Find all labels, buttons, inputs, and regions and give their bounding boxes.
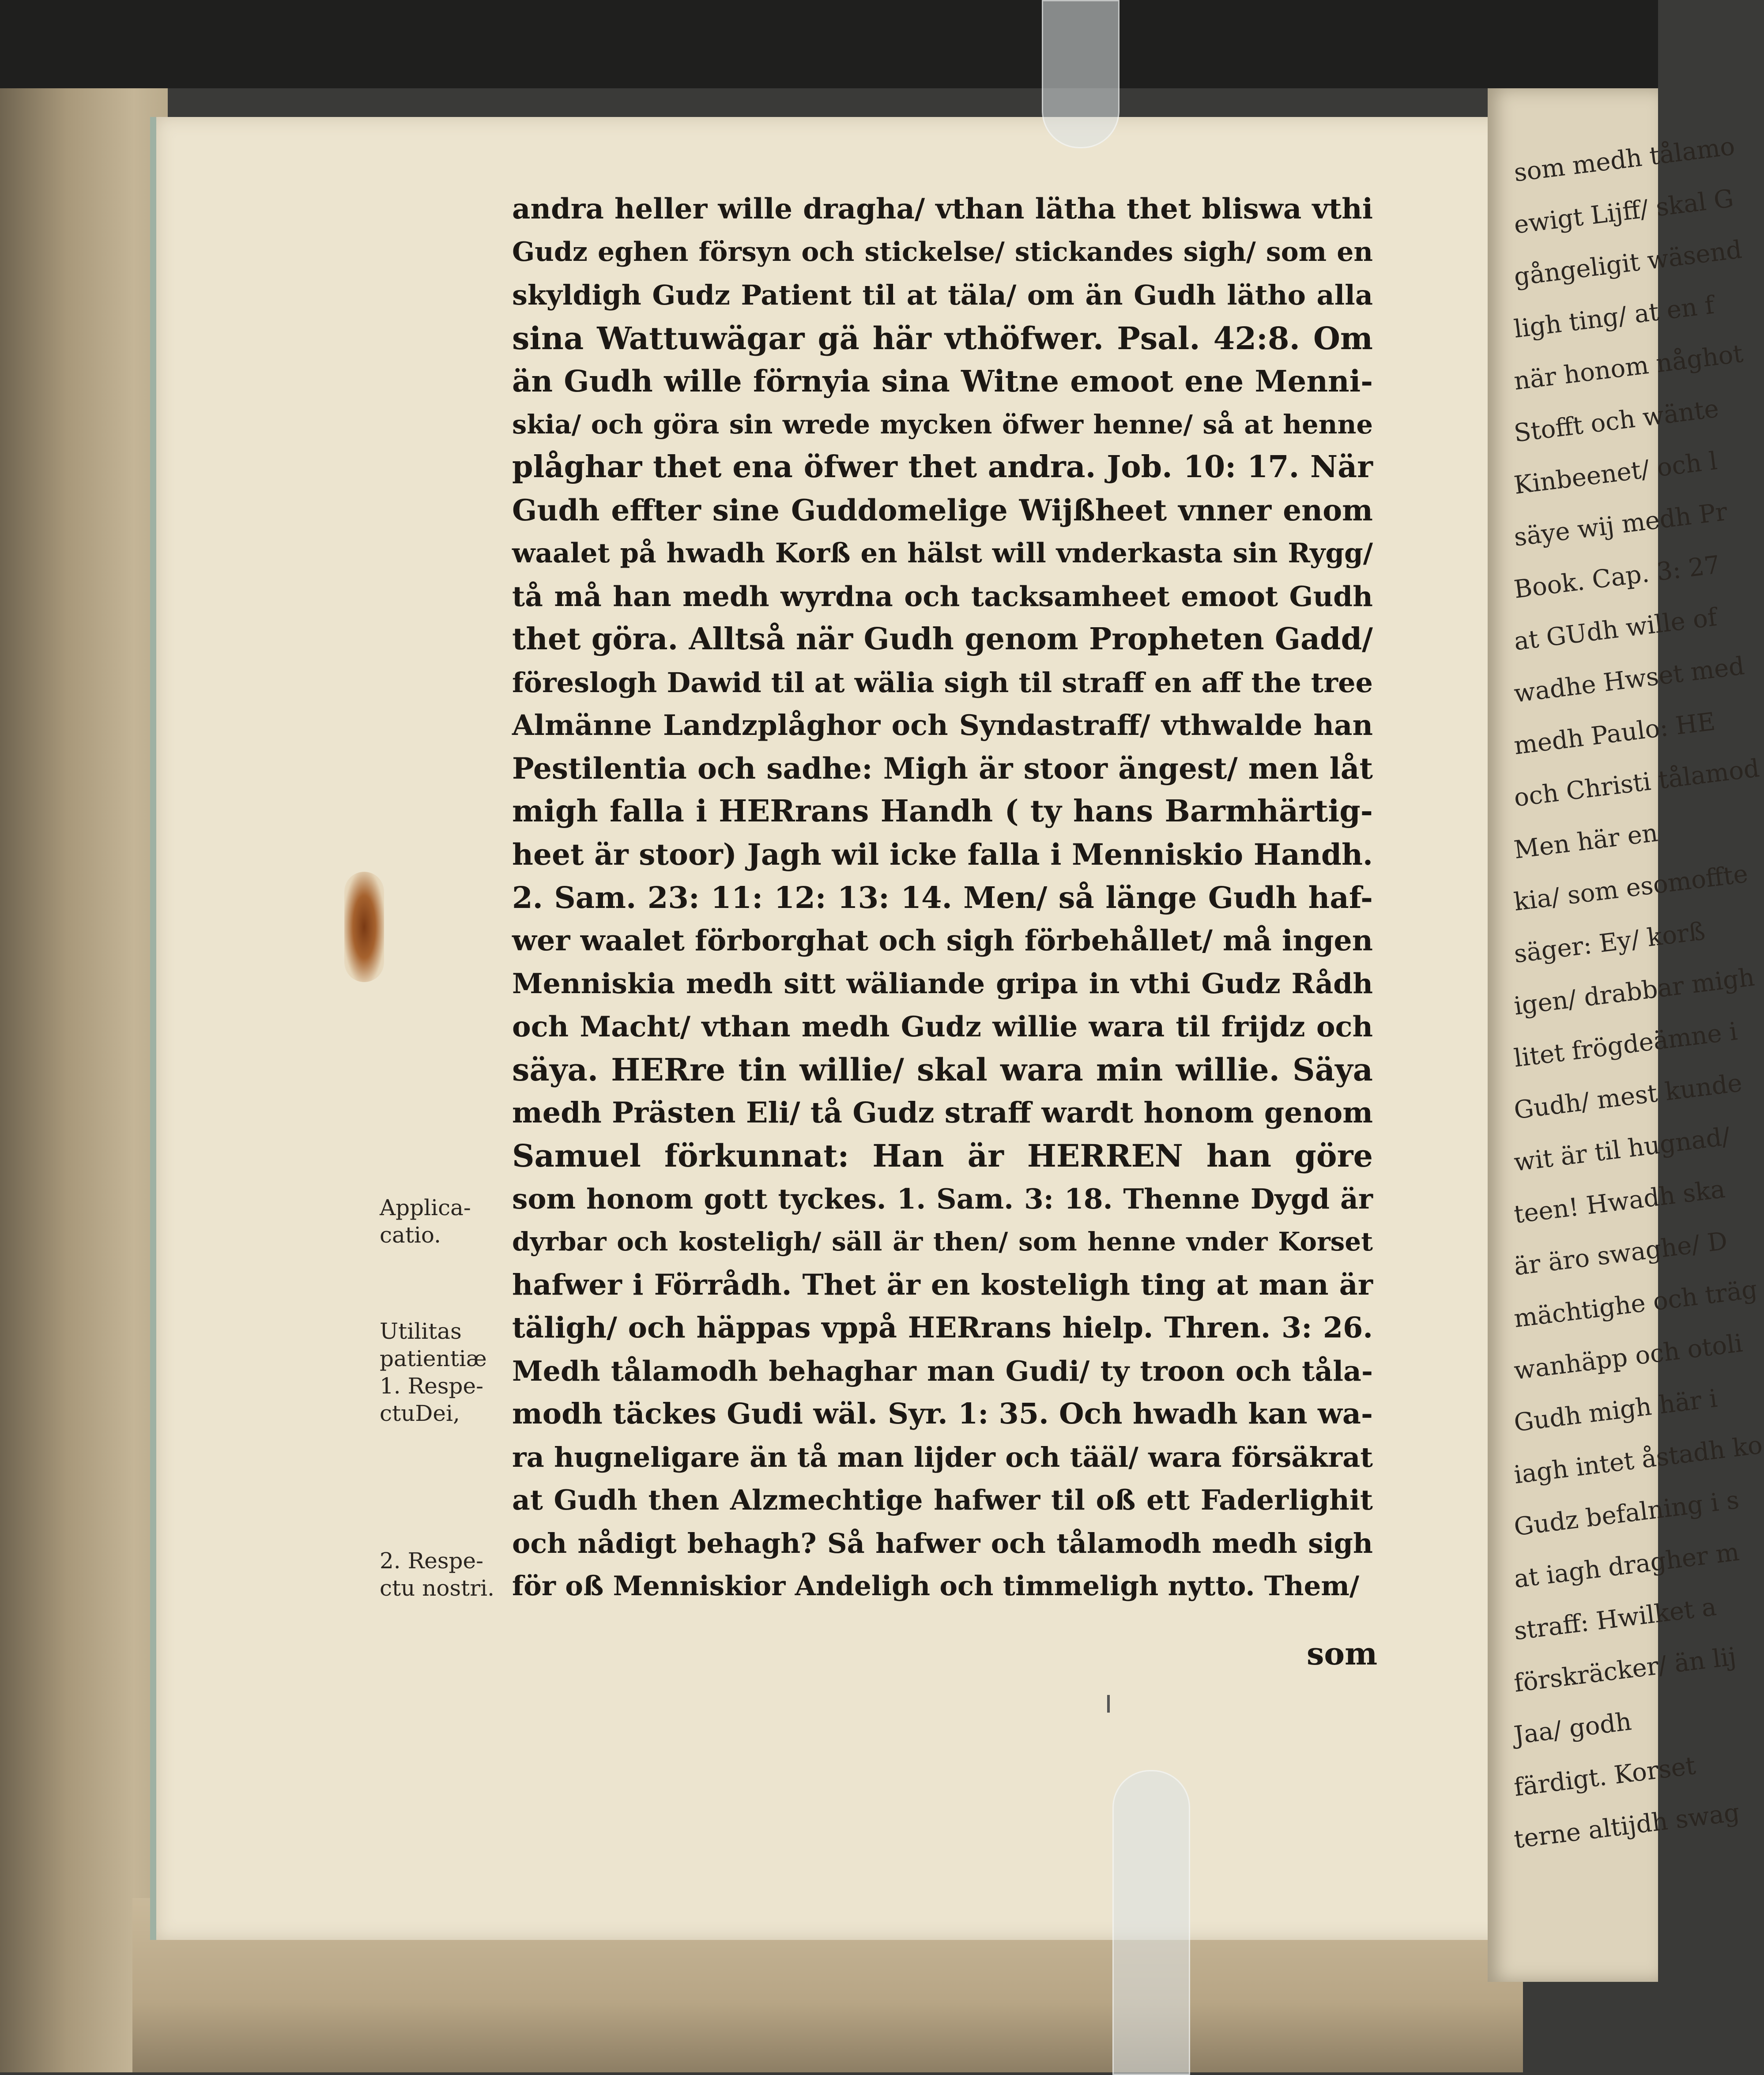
text-line: medh Prästen Eli/ tå Gudz straff wardt honom genom	[512, 1096, 1373, 1130]
facing-page-line: straff: Hwilket a	[1512, 1593, 1718, 1646]
text-line: Menniskia medh sitt wäliande gripa in vthi Gudz Rådh	[512, 967, 1373, 1000]
margin-note-respectu: 2. Respe- ctu nostri.	[380, 1548, 495, 1601]
text-line: andra heller wille dragha/ vthan lätha thet bliswa vthi	[512, 192, 1373, 226]
text-line: Pestilentia och sadhe: Migh är stoor ängest/ men låt	[512, 751, 1373, 786]
facing-page-line: Jaa/ godh	[1512, 1707, 1633, 1750]
facing-page-line: och Christi tålamod	[1512, 754, 1761, 813]
text-line: Gudz eghen försyn och stickelse/ stickandes sigh/ som en	[512, 236, 1373, 267]
text-line: plåghar thet ena öfwer thet andra. Job. 10: 17. När	[512, 449, 1373, 485]
ink-stain	[344, 872, 384, 982]
text-line: skyldigh Gudz Patient til at täla/ om än Gudh lätho alla	[512, 279, 1373, 311]
facing-page-line: ewigt Lijff/ skal G	[1512, 184, 1735, 240]
text-line: Gudh effter sine Guddomelige Wijßheet vnner enom	[512, 493, 1373, 527]
facing-page-line: litet frögdeämne i	[1512, 1017, 1739, 1073]
text-line: modh täckes Gudi wäl. Syr. 1: 35. Och hwadh kan wa-	[512, 1397, 1373, 1431]
catchword: som	[1307, 1635, 1378, 1672]
facing-page-line: Men här en	[1512, 818, 1660, 865]
text-line: än Gudh wille förnyia sina Witne emoot ene Menni-	[512, 364, 1373, 399]
text-line: Samuel förkunnat: Han är HERREN han göre	[512, 1137, 1373, 1174]
facing-page-line: at GUdh wille of	[1512, 603, 1719, 656]
text-line: Almänne Landzplåghor och Syndastraff/ vthwalde han	[512, 709, 1373, 742]
text-line: hafwer i Förrådh. Thet är en kosteligh ting at man är	[512, 1268, 1373, 1302]
facing-page-line: wanhäpp och otoli	[1512, 1329, 1745, 1386]
text-line: at Gudh then Alzmechtige hafwer til oß ett Faderlighit	[512, 1484, 1373, 1516]
facing-page-line: när honom någhot	[1512, 339, 1745, 396]
facing-page-line: som medh tålamo	[1512, 132, 1737, 188]
facing-page-line: wit är til hugnad/	[1512, 1122, 1732, 1177]
facing-page-line: ligh ting/ at en f	[1512, 290, 1716, 344]
text-line: tå må han medh wyrdna och tacksamheet emoot Gudh	[512, 580, 1373, 613]
book-clip-bottom	[1112, 1770, 1190, 2075]
facing-page-line: Gudh migh här i	[1512, 1384, 1719, 1438]
text-line: täligh/ och häppas vppå HERrans hielp. Thren. 3: 26.	[512, 1311, 1373, 1344]
facing-page-line: at iagh dragher m	[1512, 1537, 1741, 1594]
text-line: thet göra. Alltså när Gudh genom Propheten Gadd/	[512, 621, 1373, 657]
facing-page-line: säye wij medh Pr	[1512, 497, 1729, 552]
text-line: och nådigt behagh? Så hafwer och tålamodh medh sigh	[512, 1527, 1373, 1559]
facing-page-line: Book. Cap. 3: 27	[1512, 550, 1722, 604]
text-line: heet är stoor) Jagh wil icke falla i Menniskio Handh.	[512, 837, 1373, 872]
margin-note-utilitas: Utilitas patientiæ 1. Respe- ctuDei,	[380, 1318, 487, 1426]
text-line: dyrbar och kosteligh/ säll är then/ som henne vnder Korset	[512, 1227, 1373, 1257]
facing-page-line: Gudh/ mest kunde	[1512, 1068, 1744, 1125]
facing-page-line: Kinbeenet/ och l	[1512, 446, 1719, 500]
book-clip-top	[1042, 0, 1119, 148]
scanner-background	[0, 0, 1658, 88]
text-line: wer waalet förborghat och sigh förbehållet/ må ingen	[512, 923, 1373, 957]
text-line: waalet på hwadh Korß en hälst will vnderkasta sin Rygg/	[512, 538, 1373, 569]
facing-page-line: Gudz befalning i s	[1512, 1485, 1741, 1542]
facing-page-line: kia/ som esomoffte	[1512, 859, 1750, 917]
facing-page-line: säger: Ey/ korß	[1512, 917, 1707, 969]
text-line: 2. Sam. 23: 11: 12: 13: 14. Men/ så länge Gudh haf-	[512, 880, 1373, 915]
margin-note-applicatio: Applica- catio.	[380, 1195, 471, 1248]
facing-page-line: är äro swaghe/ D	[1512, 1226, 1729, 1281]
facing-page-line: Stofft och wänte	[1512, 394, 1721, 448]
facing-page-line: teen! Hwadh ska	[1512, 1175, 1727, 1229]
page-mark	[1107, 1695, 1110, 1713]
facing-page-line: förskräcker/ än lij	[1512, 1642, 1738, 1698]
text-line: ra hugneligare än tå man lijder och tääl/ wara försäkrat	[512, 1441, 1373, 1473]
text-line: sina Wattuwägar gä här vthöfwer. Psal. 42:8. Om	[512, 320, 1373, 357]
text-line: föreslogh Dawid til at wälia sigh til straff en aff the tree	[512, 666, 1373, 699]
text-line: migh falla i HERrans Handh ( ty hans Barmhärtig-	[512, 794, 1373, 829]
facing-page	[1488, 88, 1764, 1982]
facing-page-line: terne altijdh swag	[1512, 1798, 1741, 1854]
text-line: Medh tålamodh behaghar man Gudi/ ty troon och tåla-	[512, 1354, 1373, 1387]
facing-page-line: medh Paulo: HE	[1512, 707, 1717, 761]
text-line: säya. HERre tin willie/ skal wara min willie. Säya	[512, 1051, 1373, 1088]
text-line: för oß Menniskior Andeligh och timmeligh nytto. Them/	[512, 1570, 1360, 1602]
facing-page-line: igen/ drabbar migh	[1512, 963, 1756, 1021]
facing-page-line: färdigt. Korset	[1512, 1751, 1697, 1802]
text-line: skia/ och göra sin wrede mycken öfwer henne/ så at henne	[512, 409, 1373, 440]
main-text-block	[512, 188, 1373, 1608]
facing-page-line: iagh intet åstadh ko	[1512, 1431, 1764, 1490]
facing-page-line: mächtighe och träg	[1512, 1275, 1759, 1333]
facing-page-line: wadhe Hwset med	[1512, 651, 1746, 708]
facing-page-line: gångeligit wäsend	[1512, 235, 1744, 292]
text-line: och Macht/ vthan medh Gudz willie wara til frijdz och	[512, 1010, 1373, 1043]
book-cover-left-edge	[0, 88, 168, 2072]
text-line: som honom gott tyckes. 1. Sam. 3: 18. Thenne Dygd är	[512, 1182, 1373, 1215]
